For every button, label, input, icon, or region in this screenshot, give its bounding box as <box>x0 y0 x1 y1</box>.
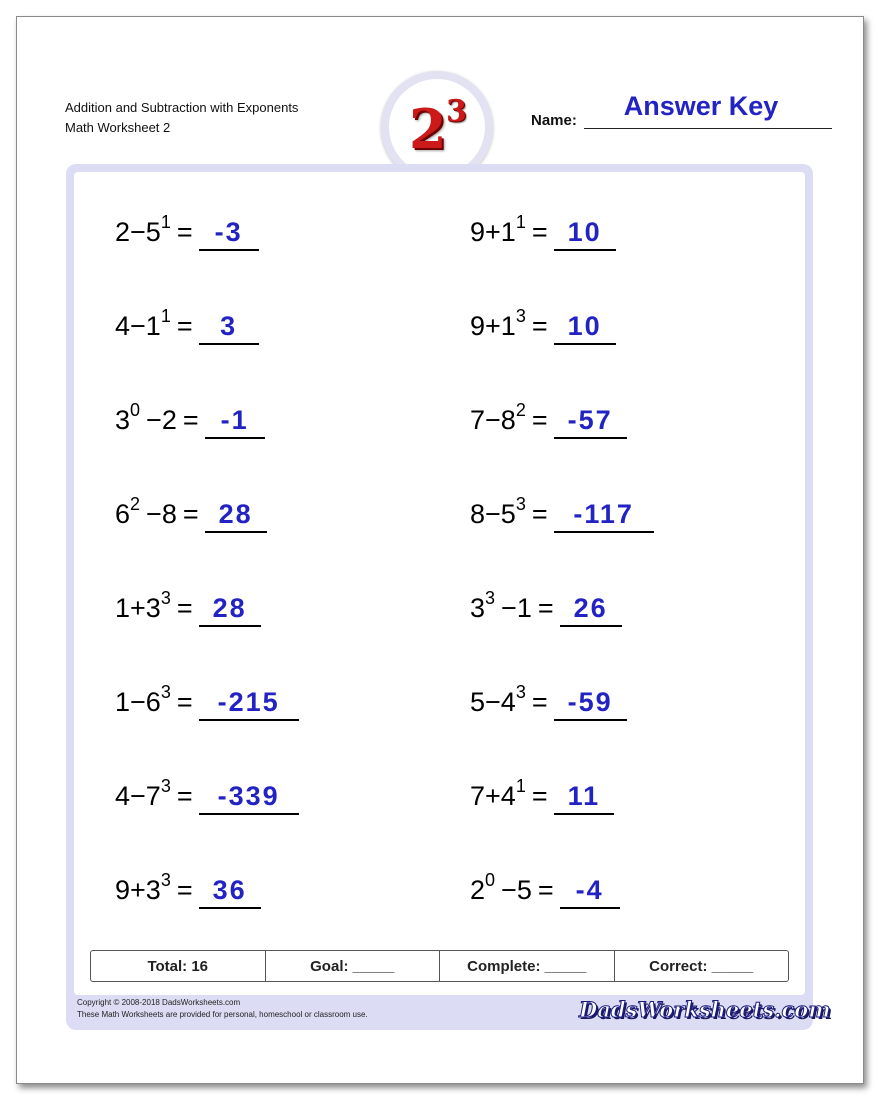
correct-field: Correct: _____ <box>649 957 754 975</box>
title-line-1: Addition and Subtraction with Exponents <box>65 100 299 115</box>
equals-sign: = <box>531 499 548 529</box>
problem-expression: $3^3 -1$ <box>470 588 532 623</box>
equals-sign: = <box>531 781 548 811</box>
name-value: Answer Key <box>623 91 779 121</box>
problem-expression: $9+1^3$ <box>470 306 526 341</box>
name-label: Name: <box>531 112 577 129</box>
logo-base: 2 <box>409 97 447 161</box>
equals-sign: = <box>537 875 554 905</box>
problem-14 <box>470 776 614 816</box>
title-line-2: Math Worksheet 2 <box>65 120 171 135</box>
problem-8 <box>470 494 654 534</box>
answer-value: -3 <box>199 215 259 251</box>
equals-sign: = <box>537 593 554 623</box>
problem-expression: $6^2 -8$ <box>115 494 177 529</box>
problem-1 <box>115 212 259 252</box>
complete-field: Complete: _____ <box>440 951 615 981</box>
answer-value: -4 <box>560 873 620 909</box>
problem-12 <box>470 682 627 722</box>
goal-field: Goal: _____ <box>266 951 441 981</box>
problem-expression: $2^0 -5$ <box>470 870 532 905</box>
copyright-line-2: These Math Worksheets are provided for personal, homeschool or classroom use. <box>77 1010 368 1019</box>
problem-4 <box>470 306 616 346</box>
equals-sign: = <box>176 781 193 811</box>
equals-sign: = <box>182 405 199 435</box>
logo-exponent: 3 <box>446 94 467 129</box>
name-field-line <box>584 128 832 129</box>
problem-6 <box>470 400 627 440</box>
equals-sign: = <box>182 499 199 529</box>
problem-16 <box>470 870 620 910</box>
equals-sign: = <box>176 687 193 717</box>
problem-expression: $8-5^3$ <box>470 494 526 529</box>
problem-5 <box>115 400 265 440</box>
problem-9 <box>115 588 261 628</box>
problem-3 <box>115 306 259 346</box>
problem-10 <box>470 588 622 628</box>
problem-expression: $7+4^1$ <box>470 776 526 811</box>
total-count: Total: 16 <box>91 951 266 981</box>
problem-expression: $4-1^1$ <box>115 306 171 341</box>
equals-sign: = <box>531 687 548 717</box>
problem-2 <box>470 212 616 252</box>
equals-sign: = <box>176 311 193 341</box>
problem-expression: $9+1^1$ <box>470 212 526 247</box>
problem-expression: $1+3^3$ <box>115 588 171 623</box>
answer-value: -57 <box>554 403 627 439</box>
answer-value: 28 <box>205 497 267 533</box>
equals-sign: = <box>176 875 193 905</box>
answer-value: -1 <box>205 403 265 439</box>
answer-value: -117 <box>554 497 654 533</box>
problem-expression: $2-5^1$ <box>115 212 171 247</box>
problem-11 <box>115 682 299 722</box>
problem-expression: $4-7^3$ <box>115 776 171 811</box>
answer-value: 28 <box>199 591 261 627</box>
score-bar <box>90 950 789 982</box>
answer-value: 10 <box>554 215 616 251</box>
worksheet-title <box>65 98 298 138</box>
answer-value: -339 <box>199 779 299 815</box>
answer-value: -59 <box>554 685 627 721</box>
equals-sign: = <box>531 217 548 247</box>
equals-sign: = <box>531 405 548 435</box>
answer-value: -215 <box>199 685 299 721</box>
problem-7 <box>115 494 267 534</box>
equals-sign: = <box>176 593 193 623</box>
answer-value: 26 <box>560 591 622 627</box>
answer-value: 3 <box>199 309 259 345</box>
worksheet-page <box>16 16 864 1084</box>
problem-expression: $9+3^3$ <box>115 870 171 905</box>
answer-value: 11 <box>554 779 615 815</box>
equals-sign: = <box>176 217 193 247</box>
copyright-notice <box>77 997 368 1021</box>
problem-expression: $1-6^3$ <box>115 682 171 717</box>
problem-expression: $7-8^2$ <box>470 400 526 435</box>
logo-circle <box>389 79 485 175</box>
equals-sign: = <box>531 311 548 341</box>
problem-expression: $3^0 -2$ <box>115 400 177 435</box>
problem-13 <box>115 776 299 816</box>
problem-expression: $5-4^3$ <box>470 682 526 717</box>
brand-logo: DadsWorksheets.com <box>579 997 831 1022</box>
answer-value: 36 <box>199 873 261 909</box>
problem-15 <box>115 870 261 910</box>
answer-value: 10 <box>554 309 616 345</box>
copyright-line-1: Copyright © 2008-2018 DadsWorksheets.com <box>77 998 241 1007</box>
